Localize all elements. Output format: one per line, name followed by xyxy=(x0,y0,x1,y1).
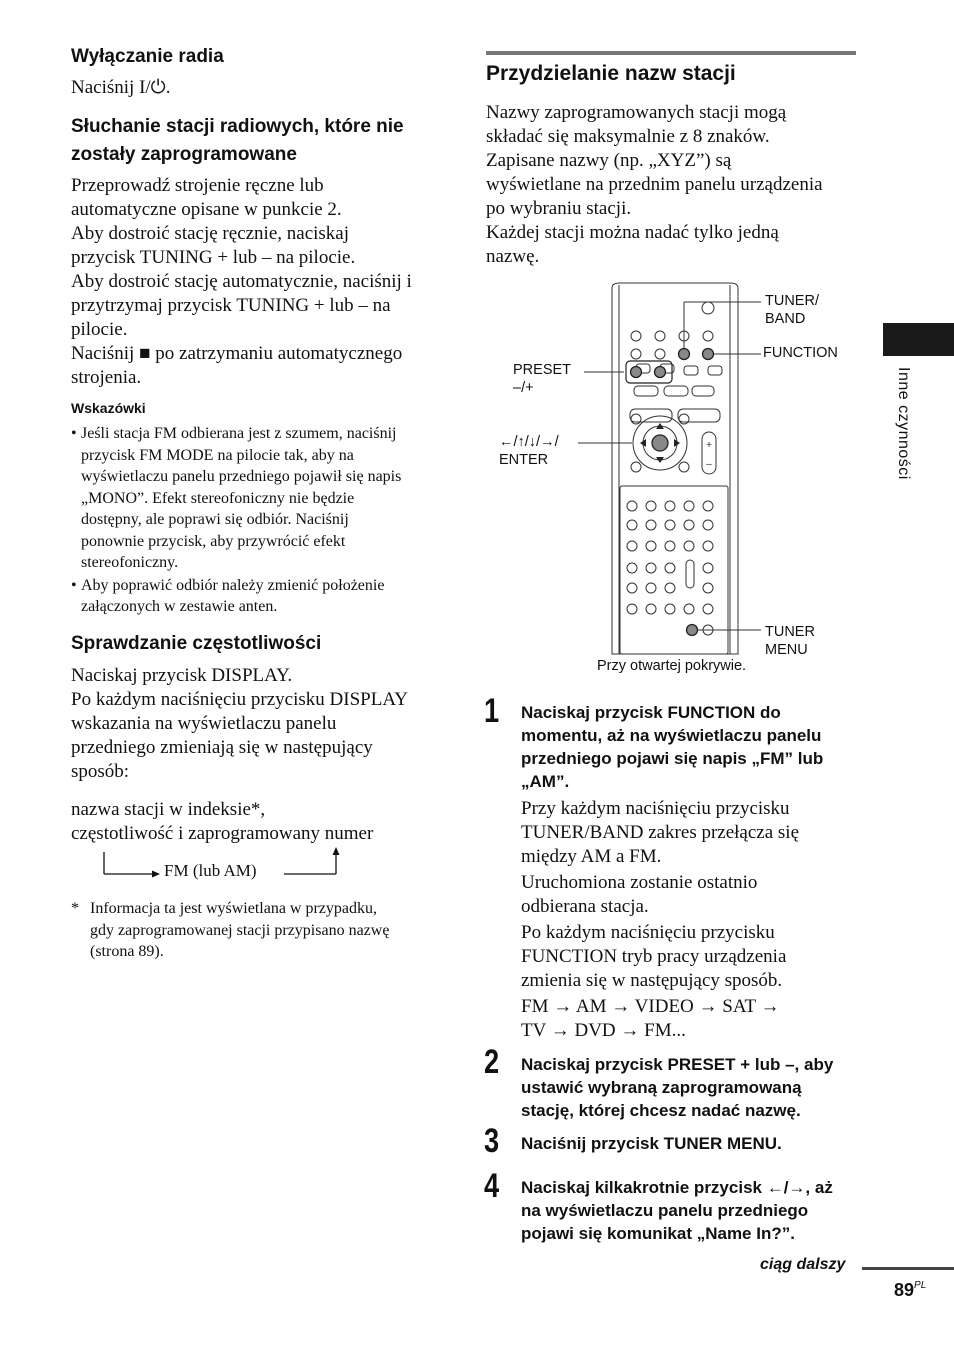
section-rule xyxy=(486,51,856,55)
line: –/+ xyxy=(513,380,534,396)
line: TUNER/BAND zakres przełącza się xyxy=(521,822,800,843)
step-3-instruction xyxy=(521,1132,866,1155)
line: stację, której chcesz nadać nazwę. xyxy=(521,1101,801,1120)
line: wskazania na wyświetlaczu panelu xyxy=(71,713,337,734)
line: Po każdym naciśnięciu przycisku DISPLAY xyxy=(71,689,409,710)
line: TUNER/ xyxy=(765,293,819,309)
line: ←/↑/↓/→/ xyxy=(499,434,559,450)
label-tuner-menu xyxy=(765,623,815,659)
radio-off-text: Naciśnij I/⏻. xyxy=(71,77,171,98)
page-num: 89 xyxy=(894,1280,915,1300)
line: TUNER xyxy=(765,624,815,640)
cycle-line: częstotliwość i zaprogramowany numer xyxy=(71,823,374,844)
line: po wybraniu stacji. xyxy=(486,198,632,219)
frequency-body xyxy=(71,664,451,784)
line: ENTER xyxy=(499,452,549,468)
line: Aby dostroić stację automatycznie, naciśnij i xyxy=(71,271,412,292)
tip-item xyxy=(71,575,451,618)
heading-radio-off: Wyłączanie radia xyxy=(71,46,224,67)
line: Naciskaj kilkakrotnie przycisk ←/→, aż xyxy=(521,1178,833,1197)
cycle-line: nazwa stacji w indeksie*, xyxy=(71,799,266,820)
line: przycisk FM MODE na pilocie tak, aby na xyxy=(81,446,354,464)
line: automatyczne opisane w punkcie 2. xyxy=(71,199,342,220)
line: Nazwy zaprogramowanych stacji mogą xyxy=(486,102,787,123)
line: dostępny, ale poprawi się odbiór. Naciśnij xyxy=(81,511,349,528)
line: • Jeśli stacja FM odbierana jest z szumem, naciśnij xyxy=(81,425,397,442)
remote-control-diagram xyxy=(486,282,856,657)
step-number: 4 xyxy=(484,1167,500,1205)
line: wyświetlane na przednim panelu urządzenia xyxy=(486,174,823,195)
line: Po każdym naciśnięciu przycisku xyxy=(521,922,775,943)
svg-text:+: + xyxy=(706,440,712,451)
line: wyświetlaczu panelu przedniego pojawił się napis xyxy=(81,468,402,485)
line: Naciśnij ■ po zatrzymaniu automatycznego xyxy=(71,343,403,364)
tips-list xyxy=(71,423,451,618)
line: momentu, aż na wyświetlaczu panelu xyxy=(521,726,822,745)
label-preset xyxy=(513,361,571,397)
section-tab-marker xyxy=(883,323,954,356)
line: MENU xyxy=(765,642,808,658)
line: nazwę. xyxy=(486,246,540,267)
step-1-details xyxy=(521,797,866,1043)
page-number xyxy=(894,1280,926,1301)
line: Uruchomiona zostanie ostatnio xyxy=(521,872,758,893)
line: Naciśnij przycisk TUNER MENU. xyxy=(521,1134,782,1153)
station-names-intro xyxy=(486,101,866,269)
page-sup: PL xyxy=(914,1280,927,1291)
line: Naciskaj przycisk FUNCTION do xyxy=(521,703,781,722)
line: przedniego pojawi się napis „FM” lub xyxy=(521,749,824,768)
line: pojawi się komunikat „Name In?”. xyxy=(521,1224,795,1243)
function-sequence xyxy=(521,995,866,1043)
line: „AM”. xyxy=(521,772,570,791)
step-number: 2 xyxy=(484,1043,500,1081)
line: Przy każdym naciśnięciu przycisku xyxy=(521,798,790,819)
line: przedniego zmieniają się w następujący xyxy=(71,737,373,758)
line: składać się maksymalnie z 8 znaków. xyxy=(486,126,770,147)
heading-station-names: Przydzielanie nazw stacji xyxy=(486,62,736,85)
line: „MONO”. Efekt stereofoniczny nie będzie xyxy=(81,489,355,507)
diagram-caption: Przy otwartej pokrywie. xyxy=(597,658,747,674)
step-2-instruction xyxy=(521,1053,866,1122)
label-function: FUNCTION xyxy=(763,345,838,361)
line: gdy zaprogramowanej stacji przypisano nazwę xyxy=(90,921,390,939)
line: Naciskaj przycisk DISPLAY. xyxy=(71,665,293,686)
line: zmienia się w następujący sposób. xyxy=(521,970,783,991)
line: Przeprowadź strojenie ręczne lub xyxy=(71,175,324,196)
line: przytrzymaj przycisk TUNING + lub – na xyxy=(71,295,391,316)
display-cycle xyxy=(71,798,461,846)
line: stereofoniczny. xyxy=(81,554,179,571)
line: FM → AM → VIDEO → SAT → xyxy=(521,996,780,1017)
line: FUNCTION tryb pracy urządzenia xyxy=(521,946,787,967)
continued-rule xyxy=(862,1267,954,1270)
heading-unprogrammed: Słuchanie stacji radiowych, które nie zostały zaprogramowane xyxy=(71,116,404,165)
line: sposób: xyxy=(71,761,130,782)
step-number: 3 xyxy=(484,1122,500,1160)
line: między AM a FM. xyxy=(521,846,662,867)
para xyxy=(521,871,866,919)
line: Aby dostroić stację ręcznie, naciskaj xyxy=(71,223,350,244)
line: strojenia. xyxy=(71,367,142,388)
line: pilocie. xyxy=(71,319,128,340)
footnote-mark: * xyxy=(71,900,79,917)
label-enter xyxy=(499,433,559,469)
line: PRESET xyxy=(513,362,572,378)
line: BAND xyxy=(765,311,806,327)
step-4-instruction xyxy=(521,1176,866,1245)
line: załączonych w zestawie anten. xyxy=(81,598,278,615)
line: przycisk TUNING + lub – na pilocie. xyxy=(71,247,356,268)
footnote xyxy=(71,898,451,963)
section-side-label xyxy=(894,367,918,527)
cycle-fm-label: FM (lub AM) xyxy=(164,861,257,880)
line: TV → DVD → FM... xyxy=(521,1020,686,1041)
continued-label: ciąg dalszy xyxy=(760,1256,846,1273)
unprogrammed-body xyxy=(71,174,451,390)
svg-text:–: – xyxy=(706,459,712,470)
line: ponownie przycisk, aby przywrócić efekt xyxy=(81,532,346,550)
line: • Aby poprawić odbiór należy zmienić położenie xyxy=(81,576,385,594)
line: Informacja ta jest wyświetlana w przypadku, xyxy=(90,900,378,917)
line: (strona 89). xyxy=(90,943,164,960)
line: odbierana stacja. xyxy=(521,896,649,917)
step-number: 1 xyxy=(484,692,500,730)
side-label-text: Inne czynności xyxy=(895,367,912,480)
step-1-instruction xyxy=(521,701,866,793)
line: ustawić wybraną zaprogramowaną xyxy=(521,1078,802,1097)
line: na wyświetlaczu panelu przedniego xyxy=(521,1201,809,1220)
line: Naciskaj przycisk PRESET + lub –, aby xyxy=(521,1055,834,1074)
heading-frequency: Sprawdzanie częstotliwości xyxy=(71,633,322,654)
label-tuner-band xyxy=(765,292,819,328)
line: Każdej stacji można nadać tylko jedną xyxy=(486,222,779,243)
line: Zapisane nazwy (np. „XYZ”) są xyxy=(486,150,732,171)
para xyxy=(521,921,866,993)
para xyxy=(521,797,866,869)
tips-title: Wskazówki xyxy=(71,400,146,416)
tip-item xyxy=(71,423,451,574)
